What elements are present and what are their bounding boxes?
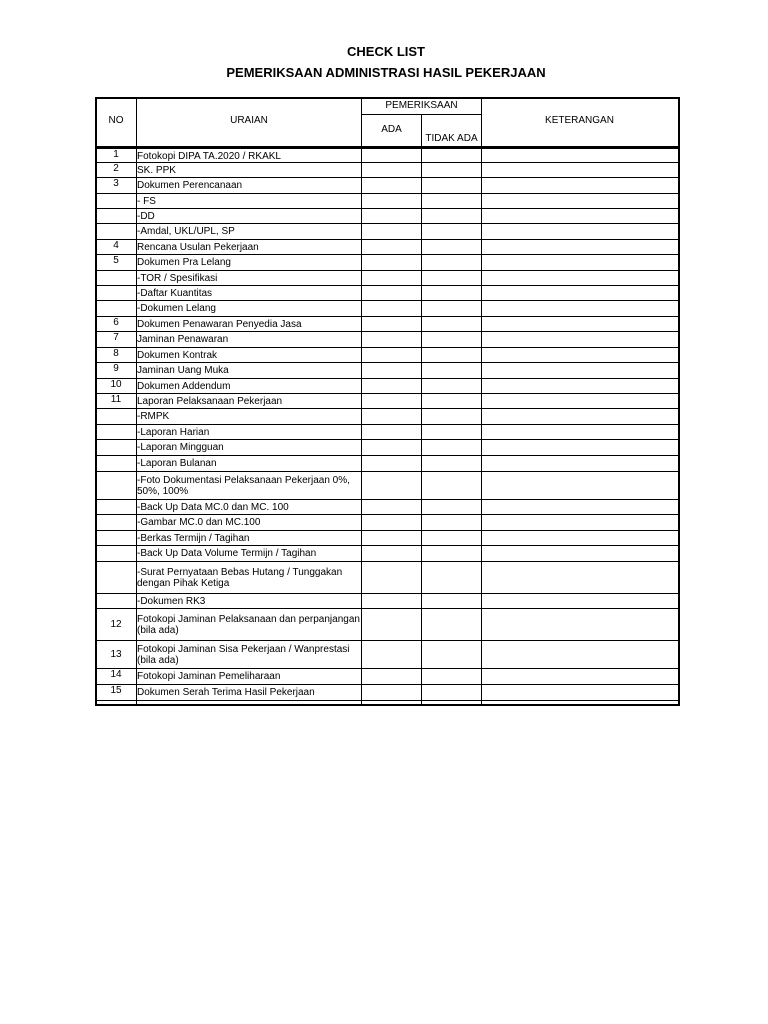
table-rule: [95, 593, 678, 594]
row-description: Fotokopi DIPA TA.2020 / RKAKL: [137, 151, 281, 162]
document-subtitle: PEMERIKSAAN ADMINISTRASI HASIL PEKERJAAN: [226, 65, 546, 80]
row-number: 2: [113, 163, 119, 174]
table-rule: [95, 704, 680, 706]
table-rule: [95, 223, 678, 224]
row-number: 11: [110, 394, 122, 405]
header-uraian: URAIAN: [230, 115, 268, 126]
row-number: 4: [113, 240, 119, 251]
header-tidak-ada: TIDAK ADA: [425, 133, 478, 144]
row-description: -Laporan Bulanan: [137, 458, 217, 469]
table-rule: [95, 608, 678, 609]
table-rule: [95, 193, 678, 194]
table-rule: [95, 471, 678, 472]
table-rule: [95, 393, 678, 394]
row-description: Dokumen Serah Terima Hasil Pekerjaan: [137, 687, 315, 698]
table-rule: [481, 97, 482, 704]
table-rule: [95, 700, 678, 701]
table-rule: [95, 561, 678, 562]
row-description: Rencana Usulan Pekerjaan: [137, 242, 259, 253]
table-rule: [95, 514, 678, 515]
row-description: Dokumen Penawaran Penyedia Jasa: [137, 319, 302, 330]
table-rule: [95, 424, 678, 425]
table-rule: [95, 285, 678, 286]
row-number: 14: [110, 669, 122, 680]
row-description: Fotokopi Jaminan Pemeliharaan: [137, 671, 281, 682]
table-rule: [95, 162, 678, 163]
row-description: Fotokopi Jaminan Pelaksanaan dan perpanjangan (bila ada): [137, 614, 360, 636]
table-rule: [95, 378, 678, 379]
row-description: -Back Up Data MC.0 dan MC. 100: [137, 502, 289, 513]
row-description: -Gambar MC.0 dan MC.100: [137, 517, 261, 528]
row-description: Jaminan Uang Muka: [137, 365, 229, 376]
header-ada: ADA: [381, 124, 402, 135]
table-rule: [95, 270, 678, 271]
row-number: 6: [113, 317, 119, 328]
table-rule: [95, 545, 678, 546]
table-rule: [361, 114, 481, 115]
row-description: Dokumen Kontrak: [137, 350, 218, 361]
table-rule: [361, 97, 362, 704]
row-number: 12: [110, 619, 122, 630]
table-rule: [95, 208, 678, 209]
table-rule: [95, 530, 678, 531]
row-description: -Surat Pernyataan Bebas Hutang / Tunggakan dengan Pihak Ketiga: [137, 567, 343, 589]
row-number: 13: [110, 649, 122, 660]
table-rule: [95, 300, 678, 301]
row-description: -DD: [137, 211, 155, 222]
row-description: -Berkas Termijn / Tagihan: [137, 533, 250, 544]
row-number: 10: [110, 379, 122, 390]
row-description: Jaminan Penawaran: [137, 334, 229, 345]
table-rule: [95, 316, 678, 317]
table-rule: [678, 97, 680, 706]
table-rule: [95, 439, 678, 440]
row-description: Dokumen Perencanaan: [137, 180, 243, 191]
row-description: Dokumen Pra Lelang: [137, 257, 231, 268]
row-description: -Laporan Harian: [137, 427, 210, 438]
document-title: CHECK LIST: [347, 44, 425, 59]
row-description: Laporan Pelaksanaan Pekerjaan: [137, 396, 283, 407]
table-rule: [95, 331, 678, 332]
row-number: 3: [113, 178, 119, 189]
row-description: SK. PPK: [137, 165, 176, 176]
row-description: -Back Up Data Volume Termijn / Tagihan: [137, 548, 317, 559]
row-number: 8: [113, 348, 119, 359]
row-number: 7: [113, 332, 119, 343]
table-rule: [95, 347, 678, 348]
row-number: 15: [110, 685, 122, 696]
row-description: -Laporan Mingguan: [137, 442, 224, 453]
table-rule: [95, 254, 678, 255]
row-description: -Dokumen RK3: [137, 596, 206, 607]
table-rule: [95, 408, 678, 409]
row-description: -Dokumen Lelang: [137, 303, 216, 314]
table-rule: [95, 455, 678, 456]
row-description: -Daftar Kuantitas: [137, 288, 213, 299]
row-description: -Foto Dokumentasi Pelaksanaan Pekerjaan 0%, 50%, 100%: [137, 475, 350, 497]
table-rule: [95, 97, 680, 99]
table-rule: [95, 640, 678, 641]
table-rule: [95, 148, 678, 149]
row-number: 9: [113, 363, 119, 374]
row-number: 1: [113, 149, 119, 160]
row-description: Fotokopi Jaminan Sisa Pekerjaan / Wanprestasi (bila ada): [137, 644, 350, 666]
row-description: -TOR / Spesifikasi: [137, 273, 218, 284]
row-description: Dokumen Addendum: [137, 381, 231, 392]
table-rule: [421, 114, 422, 704]
table-rule: [95, 499, 678, 500]
table-rule: [95, 362, 678, 363]
header-pemeriksaan: PEMERIKSAAN: [385, 100, 458, 111]
header-no: NO: [108, 115, 124, 126]
table-rule: [95, 239, 678, 240]
row-description: -RMPK: [137, 411, 170, 422]
header-keterangan: KETERANGAN: [545, 115, 614, 126]
row-number: 5: [113, 255, 119, 266]
row-description: -Amdal, UKL/UPL, SP: [137, 226, 235, 237]
table-rule: [95, 668, 678, 669]
table-rule: [95, 177, 678, 178]
table-rule: [95, 684, 678, 685]
row-description: - FS: [137, 196, 156, 207]
